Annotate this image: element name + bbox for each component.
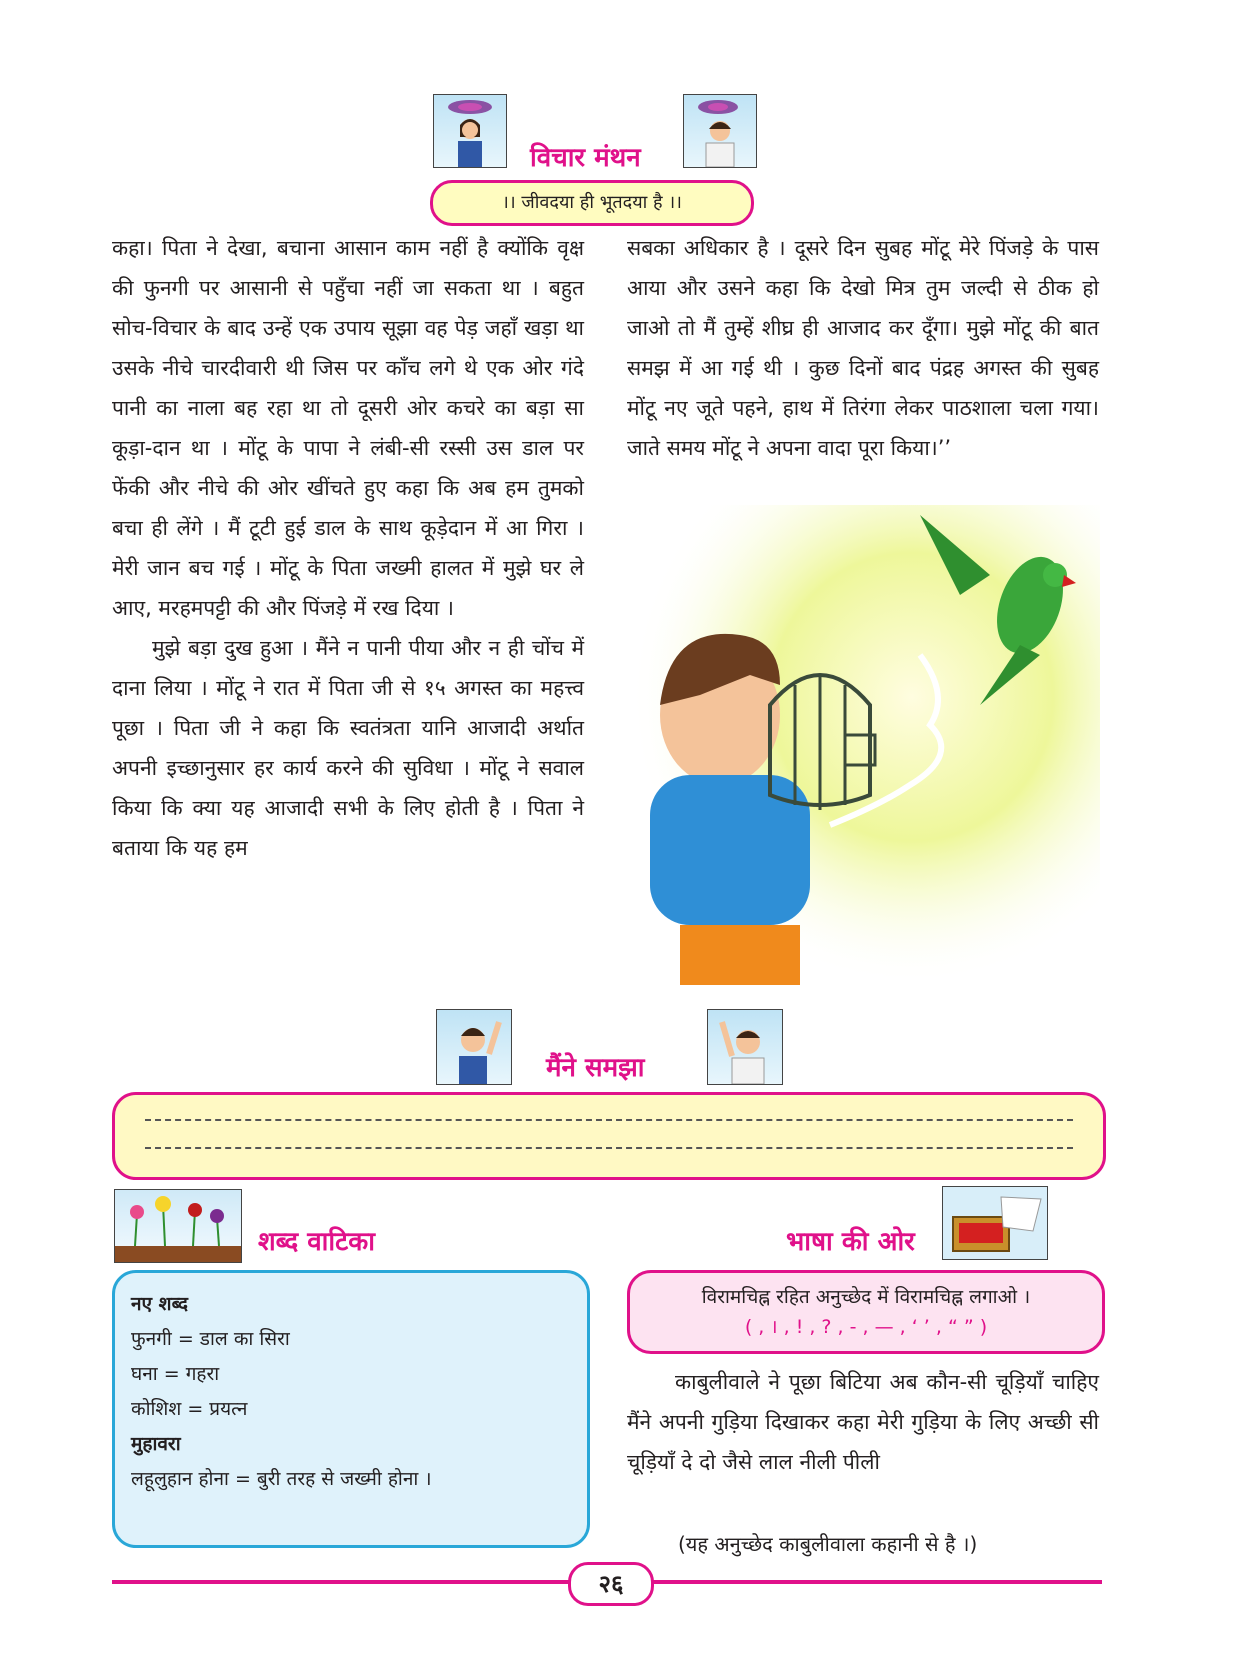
story-left-column xyxy=(112,228,584,868)
understanding-answer-box[interactable] xyxy=(112,1092,1106,1180)
unpunctuated-paragraph: काबुलीवाले ने पूछा बिटिया अब कौन-सी चूड़ियाँ चाहिए मैंने अपनी गुड़िया दिखाकर कहा मेरी गुड़िया के लिए अच्छी सी चूड़ियाँ दे दो जैसे लाल नीली पीली xyxy=(627,1370,1099,1474)
language-exercise-box xyxy=(627,1270,1105,1354)
idioms-heading: मुहावरा xyxy=(131,1433,181,1455)
flower-garden-illustration xyxy=(114,1189,242,1263)
page-number: २६ xyxy=(568,1562,654,1606)
thinking-girl-illustration xyxy=(433,94,507,168)
section-title-mainne-samjha: मैंने समझा xyxy=(546,1053,645,1083)
new-words-heading: नए शब्द xyxy=(131,1293,189,1315)
boy-releasing-parrot-illustration xyxy=(630,505,1100,985)
section-title-shabd-vatika: शब्द वाटिका xyxy=(258,1227,375,1257)
idiom-entry: लहूलुहान होना = बुरी तरह से जख्मी होना । xyxy=(131,1468,432,1490)
thinking-boy-illustration xyxy=(683,94,757,168)
paragraph-source-note: (यह अनुच्छेद काबुलीवाला कहानी से है ।) xyxy=(678,1532,978,1556)
vocab-word: घना = गहरा xyxy=(131,1363,220,1385)
story-paragraph: मुझे बड़ा दुख हुआ । मैंने न पानी पीया और न ही चोंच में दाना लिया । मोंटू ने रात में पिता जी से १५ अगस्त का महत्त्व पूछा । पिता जी ने कहा कि स्वतंत्रता यानि आजादी अर्थात अपनी इच्छानुसार हर कार्य करने की सुविधा । मोंटू ने सवाल किया कि क्या यह आजादी सभी के लिए होती है । पिता ने बताया कि यह हम xyxy=(112,636,584,860)
story-right-column: सबका अधिकार है । दूसरे दिन सुबह मोंटू मेरे पिंजड़े के पास आया और उसने कहा कि देखो मित्र तुम जल्दी से ठीक हो जाओ तो मैं तुम्हें शीघ्र ही आजाद कर दूँगा। मुझे मोंटू की बात समझ में आ गई थी । कुछ दिनों बाद पंद्रह अगस्त की सुबह मोंटू नए जूते पहने, हाथ में तिरंगा लेकर पाठशाला चला गया। जाते समय मोंटू ने अपना वादा पूरा किया।’’ xyxy=(627,236,1099,460)
girl-raising-hand-illustration xyxy=(436,1009,512,1085)
punctuation-marks: ( , । , ! , ? , - , — , ‘ ’ , “ ” ) xyxy=(744,1316,988,1338)
boy-raising-hand-illustration xyxy=(707,1009,783,1085)
answer-line xyxy=(145,1147,1073,1149)
section-title-vichar-manthan: विचार मंथन xyxy=(530,143,641,173)
punctuation-box-illustration xyxy=(942,1186,1048,1260)
section-title-bhasha-ki-or: भाषा की ओर xyxy=(786,1227,915,1257)
exercise-instruction: विरामचिह्न रहित अनुच्छेद में विरामचिह्न लगाओ । xyxy=(701,1286,1031,1308)
answer-line xyxy=(145,1119,1073,1121)
vocab-word: कोशिश = प्रयत्न xyxy=(131,1398,248,1420)
vocabulary-box xyxy=(112,1270,590,1548)
story-paragraph: कहा। पिता ने देखा, बचाना आसान काम नहीं है क्योंकि वृक्ष की फुनगी पर आसानी से पहुँचा नहीं जा सकता था । बहुत सोच-विचार के बाद उन्हें एक उपाय सूझा वह पेड़ जहाँ खड़ा था उसके नीचे चारदीवारी थी जिस पर काँच लगे थे एक ओर गंदे पानी का नाला बह रहा था तो दूसरी ओर कचरे का बड़ा सा कूड़ा-दान था । मोंटू के पापा ने लंबी-सी रस्सी उस डाल पर फेंकी और नीचे की ओर खींचते हुए कहा कि अब हम तुमको बचा ही लेंगे । मैं टूटी हुई डाल के साथ कूड़ेदान में आ गिरा । मेरी जान बच गई । मोंटू के पिता जख्मी हालत में मुझे घर ले आए, मरहमपट्टी की और पिंजड़े में रख दिया । xyxy=(112,236,584,620)
vocab-word: फुनगी = डाल का सिरा xyxy=(131,1328,290,1350)
motto-banner: ।। जीवदया ही भूतदया है ।। xyxy=(430,180,754,226)
